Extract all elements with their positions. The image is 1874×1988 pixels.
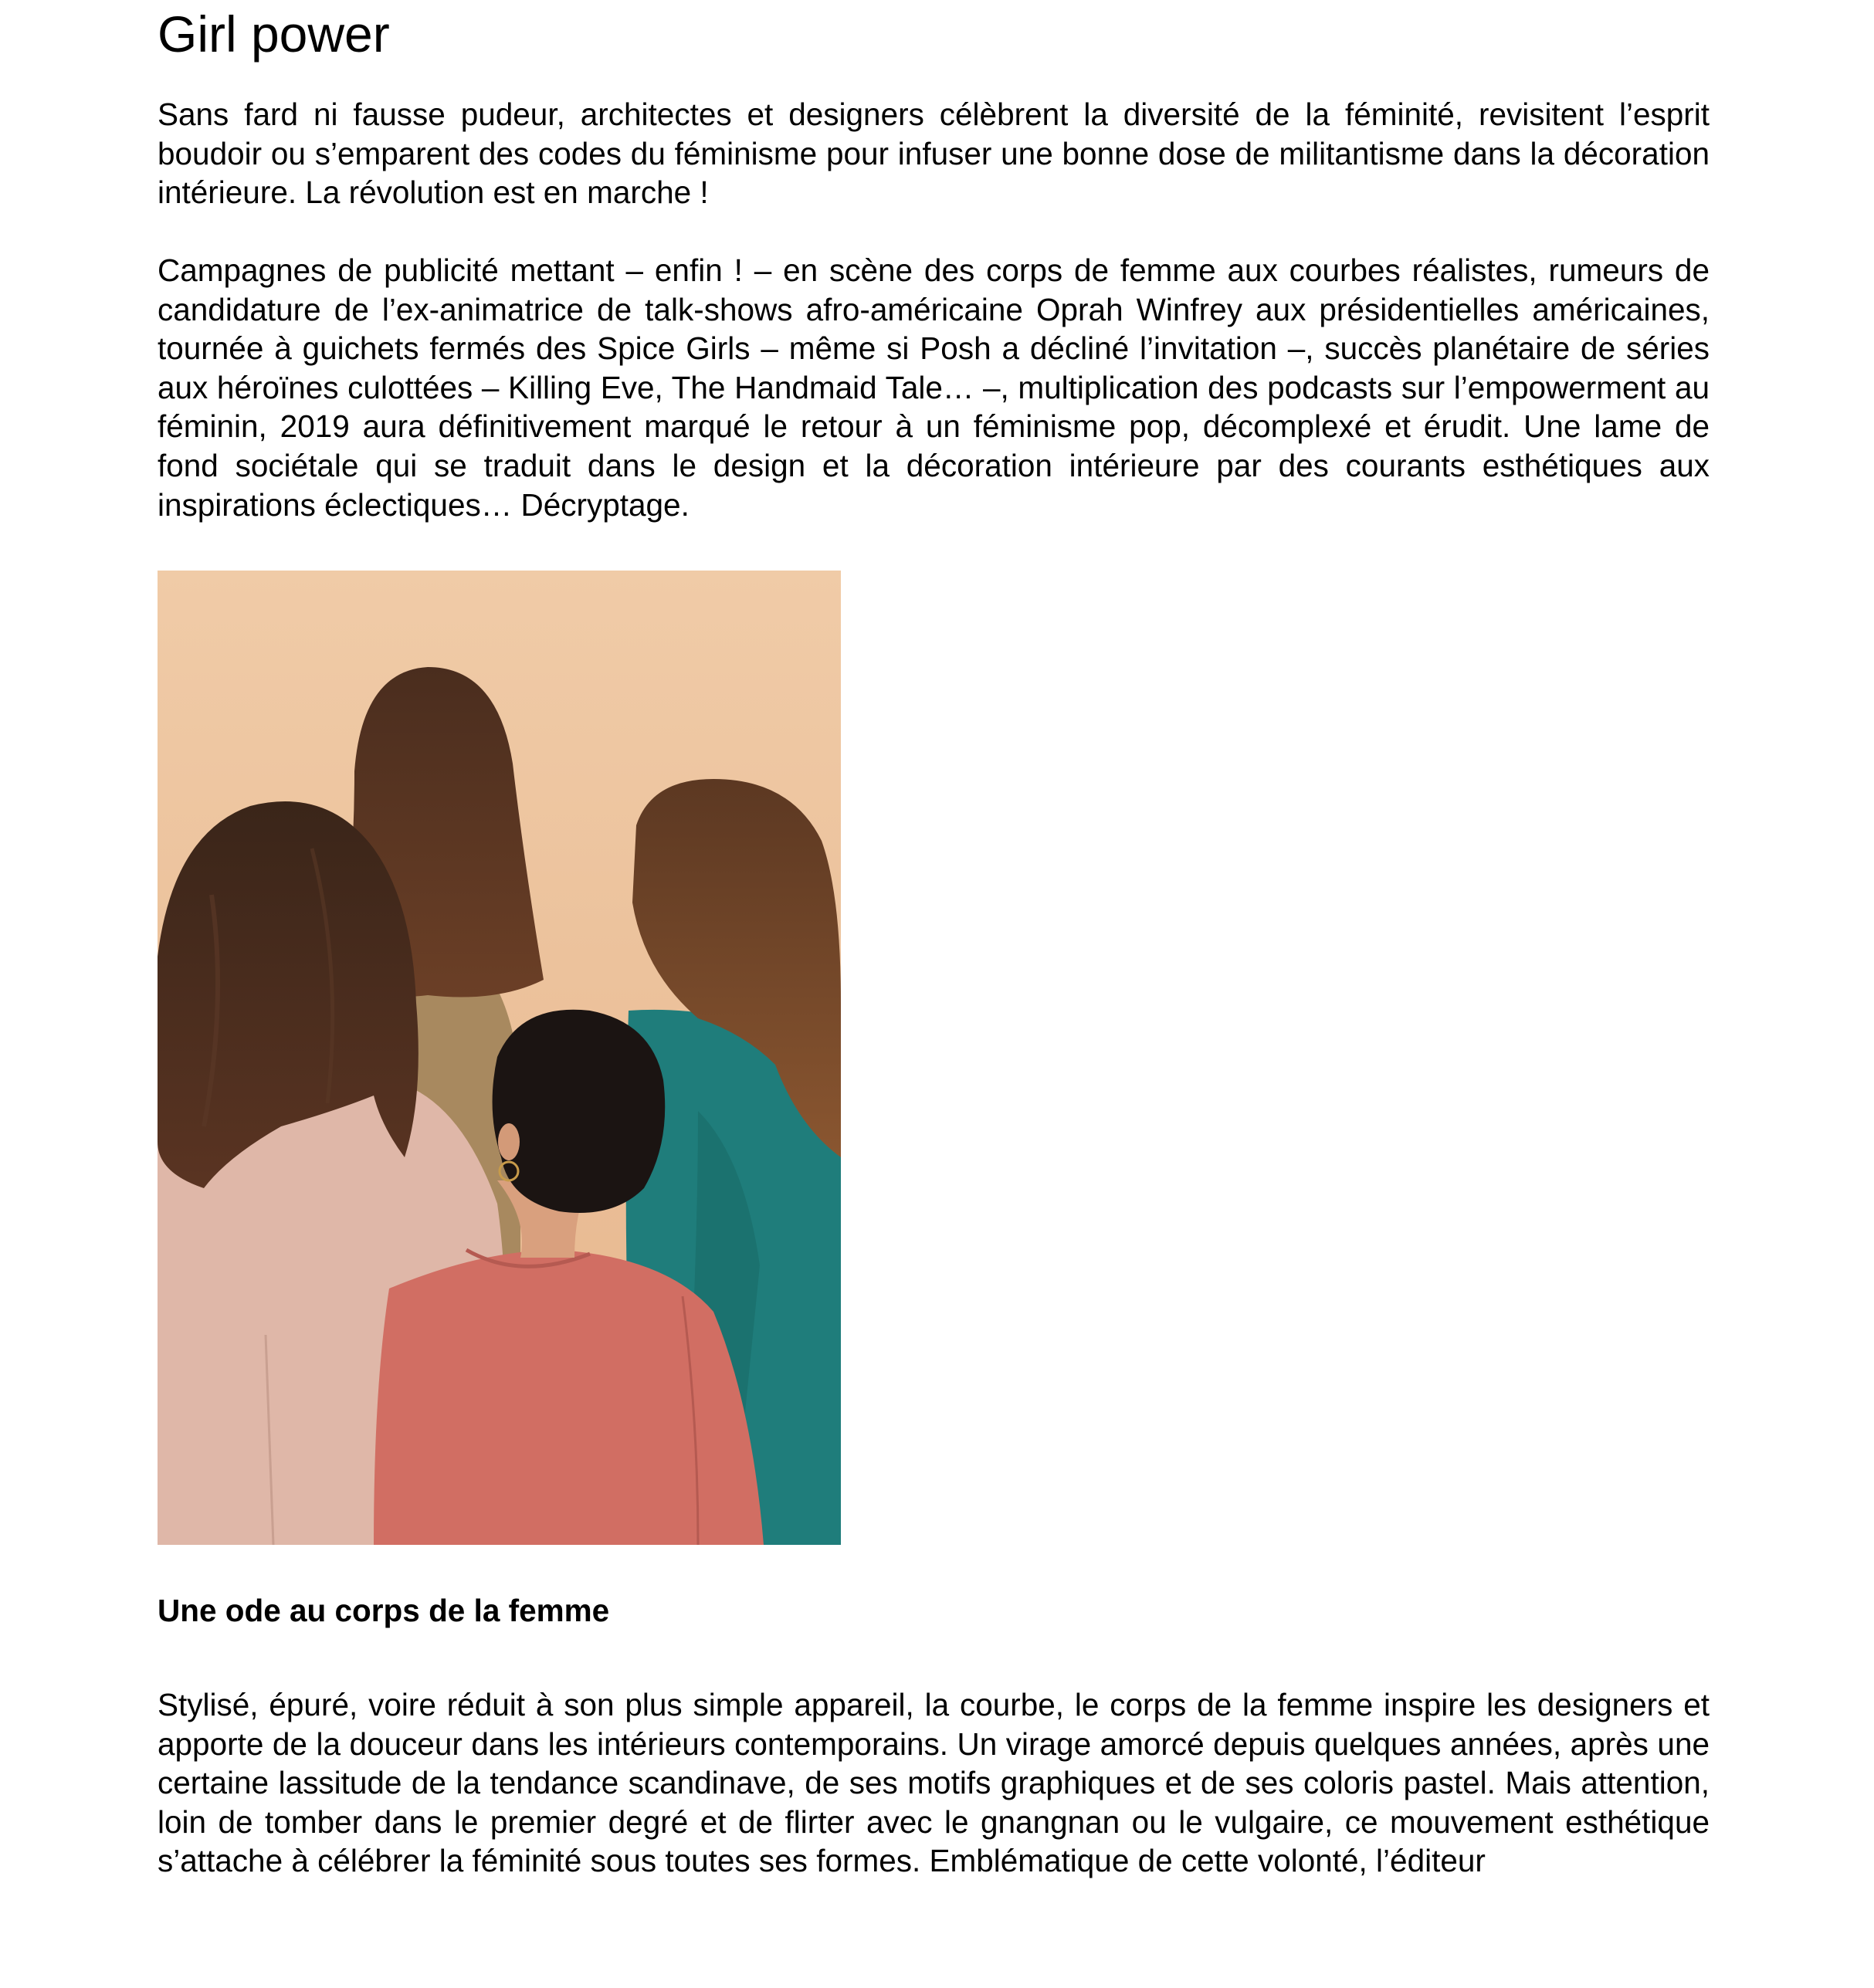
ear <box>498 1123 520 1160</box>
section-subheading: Une ode au corps de la femme <box>158 1593 610 1628</box>
short-black-hair <box>493 1010 666 1213</box>
body-paragraph-1: Campagnes de publicité mettant – enfin ! – en scène des corps de femme aux courbes réalistes, rumeurs de candidature de l’ex-animatrice de talk-shows afro-américaine Oprah Winfrey aux présidentielles américaines, tournée à guichets fermés des Spice Girls – même si Posh a décliné l’invitation –, succès planétaire de séries aux héroïnes culottées – Killing Eve, The Handmaid Tale… –, multiplication des podcasts sur l’empowerment au féminin, 2019 aura définitivement marqué le retour à un féminisme pop, décomplexé et érudit. Une lame de fond sociétale qui se traduit dans le design et la décoration intérieure par des courants esthétiques aux inspirations éclectiques… Décryptage. <box>158 252 1710 523</box>
intro-paragraph: Sans fard ni fausse pudeur, architectes et designers célèbrent la diversité de la féminité, revisitent l’esprit boudoir ou s’emparent des codes du féminisme pour infuser une bonne dose de militantisme dans la décoration intérieure. La révolution est en marche ! <box>158 97 1710 211</box>
article-title: Girl power <box>158 5 390 63</box>
body-paragraph-2: Stylisé, épuré, voire réduit à son plus simple appareil, la courbe, le corps de la femme inspire les designers et apporte de la douceur dans les intérieurs contemporains. Un virage amorcé depuis quelques années, après une certaine lassitude de la tendance scandinave, de ses motifs graphiques et de ses coloris pastel. Mais attention, loin de tomber dans le premier degré et de flirter avec le gnangnan ou le vulgaire, ce mouvement esthétique s’attache à célébrer la féminité sous toutes ses formes. Emblématique de cette volonté, l’éditeur <box>158 1687 1710 1879</box>
article-photo <box>158 571 841 1545</box>
